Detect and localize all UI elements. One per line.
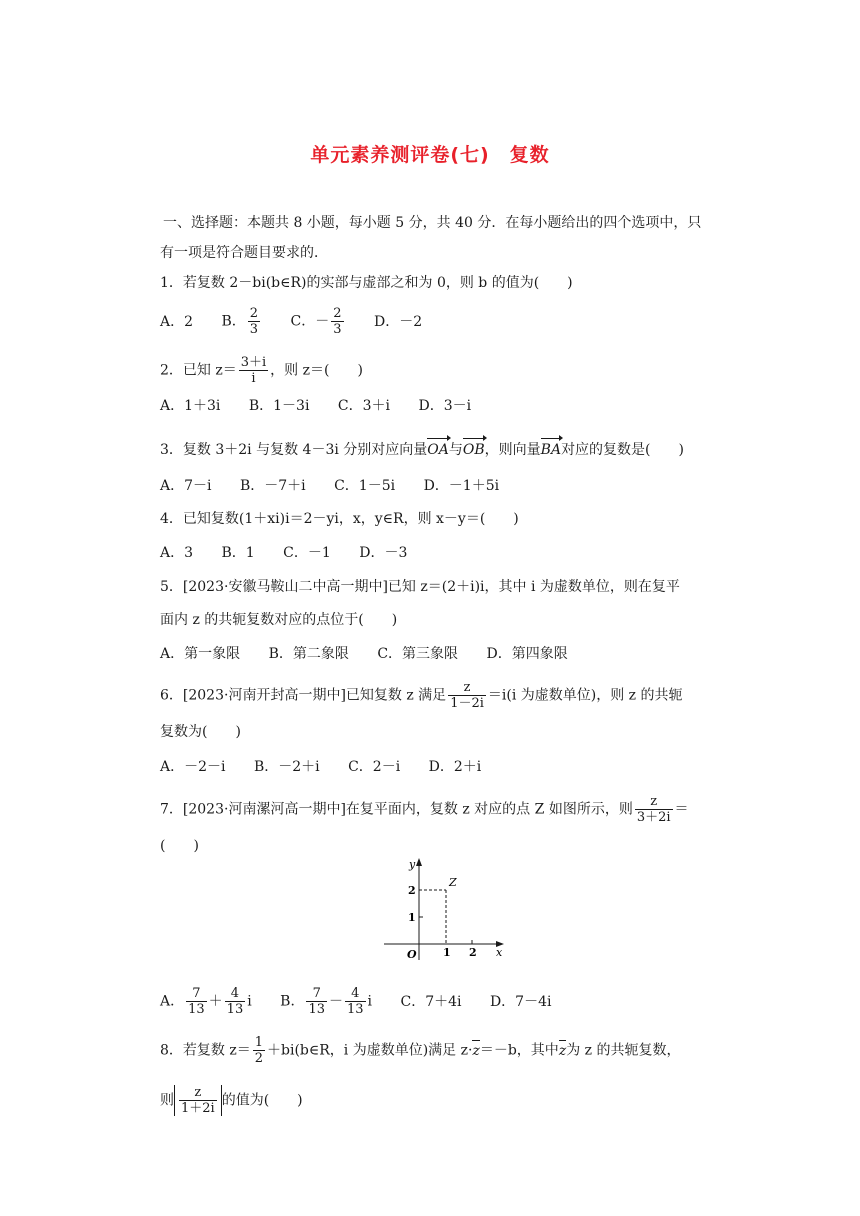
question-5-stem-cont: 面内 z 的共轭复数对应的点位于( ) bbox=[160, 612, 398, 628]
fraction: $\frac{z}{1-2i}$ bbox=[450, 680, 484, 711]
vector-ob: OB bbox=[462, 442, 485, 458]
tick-y-1: 1 bbox=[408, 911, 416, 924]
option-b: B． $\frac{7}{13}$ － $\frac{4}{13}$ i bbox=[280, 986, 373, 1017]
y-axis-arrow bbox=[416, 858, 422, 866]
option-c: C．1－5i bbox=[334, 478, 396, 494]
option-b: B．－2＋i bbox=[253, 759, 320, 775]
option-a: A． $\frac{7}{13}$ ＋ $\frac{4}{13}$ i bbox=[160, 986, 252, 1017]
question-1-stem: 1．若复数 2－bi(b∈R)的实部与虚部之和为 0，则 b 的值为( ) bbox=[160, 275, 573, 291]
option-d: D．第四象限 bbox=[486, 646, 568, 662]
option-d: D．2＋i bbox=[428, 759, 482, 775]
vector-ba: BA bbox=[540, 442, 562, 458]
tick-x-2: 2 bbox=[469, 946, 477, 959]
question-7-stem: 7．[2023·河南漯河高一期中]在复平面内，复数 z 对应的点 Z 如图所示，则 $\frac{z}{3+2i}$ ＝ bbox=[160, 794, 689, 825]
question-2-stem: 2．已知 z＝ $\frac{3+i}{i}$ ，则 z＝( ) bbox=[160, 355, 363, 386]
question-4-stem: 4．已知复数(1＋xi)i＝2－yi，x，y∈R，则 x－y＝( ) bbox=[160, 511, 519, 527]
section-instructions-cont: 有一项是符合题目要求的． bbox=[160, 245, 328, 261]
question-8-stem-cont: 则 $\frac{z}{1+2i}$ 的值为( ) bbox=[160, 1085, 303, 1116]
question-2-options bbox=[160, 396, 495, 416]
option-c: C．7＋4i bbox=[400, 993, 462, 1010]
option-c: C．第三象限 bbox=[377, 646, 459, 662]
fraction: $\frac{z}{3+2i}$ bbox=[636, 794, 671, 825]
tick-x-1: 1 bbox=[443, 946, 451, 959]
option-a: A．3 bbox=[160, 545, 194, 561]
option-b: B．－7＋i bbox=[239, 478, 306, 494]
fraction: $\frac{1}{2}$ bbox=[254, 1035, 264, 1066]
option-b: B． $\frac{2}{3}$ bbox=[221, 306, 259, 337]
y-axis-label: y bbox=[409, 858, 416, 871]
question-6-stem-cont: 复数为( ) bbox=[160, 724, 241, 740]
absolute-value: $\frac{z}{1+2i}$ bbox=[174, 1085, 222, 1116]
fraction: $\frac{3+i}{i}$ bbox=[240, 355, 267, 386]
option-a: A．－2－i bbox=[160, 759, 226, 775]
question-3-options bbox=[160, 476, 523, 496]
question-5-options bbox=[160, 644, 592, 664]
option-d: D．－3 bbox=[359, 545, 408, 561]
option-a: A．1＋3i bbox=[160, 398, 221, 414]
section-instructions: 一、选择题：本题共 8 小题，每小题 5 分，共 40 分．在每小题给出的四个选项中，只 bbox=[163, 215, 702, 231]
complex-plane-figure bbox=[380, 856, 510, 966]
conjugate-z: z bbox=[472, 1042, 480, 1059]
page-title: 单元素养测评卷(七) 复数 bbox=[310, 144, 550, 166]
option-a: A．2 bbox=[160, 313, 194, 330]
option-b: B．1 bbox=[221, 545, 255, 561]
question-7-stem-cont: ( ) bbox=[160, 838, 199, 854]
question-6-options bbox=[160, 757, 505, 777]
question-6-stem: 6．[2023·河南开封高一期中]已知复数 z 满足 $\frac{z}{1-2i}$ ＝i(i 为虚数单位)，则 z 的共轭 bbox=[160, 680, 683, 711]
vector-oa: OA bbox=[427, 442, 449, 458]
question-5-stem: 5．[2023·安徽马鞍山二中高一期中]已知 z＝(2＋i)i，其中 i 为虚数单位，则在复平 bbox=[160, 579, 680, 595]
question-4-options bbox=[160, 543, 431, 563]
tick-y-2: 2 bbox=[408, 884, 416, 897]
x-axis-label: x bbox=[496, 946, 503, 959]
question-7-options bbox=[160, 986, 575, 1017]
conjugate-z: z bbox=[558, 1042, 567, 1059]
option-c: C．－1 bbox=[283, 545, 331, 561]
point-z-label: Z bbox=[449, 876, 457, 889]
option-c: C．－ $\frac{2}{3}$ bbox=[290, 306, 342, 337]
question-3-stem: 3．复数 3＋2i 与复数 4－3i 分别对应向量OA与OB，则向量BA对应的复数是( ) bbox=[160, 442, 684, 458]
option-d: D．－2 bbox=[373, 313, 423, 330]
option-a: A．7－i bbox=[160, 478, 212, 494]
option-b: B．第二象限 bbox=[268, 646, 349, 662]
option-d: D．3－i bbox=[418, 398, 472, 414]
option-c: C．2－i bbox=[348, 759, 401, 775]
option-c: C．3＋i bbox=[337, 398, 391, 414]
origin-label: O bbox=[407, 948, 417, 961]
question-8-stem: 8．若复数 z＝ $\frac{1}{2}$ ＋bi(b∈R，i 为虚数单位)满足 z·z＝－b，其中z为 z 的共轭复数， bbox=[160, 1035, 681, 1066]
option-a: A．第一象限 bbox=[160, 646, 241, 662]
question-1-options bbox=[160, 306, 446, 337]
option-b: B．1－3i bbox=[248, 398, 310, 414]
option-d: D．7－4i bbox=[489, 993, 552, 1010]
option-d: D．－1＋5i bbox=[423, 478, 500, 494]
